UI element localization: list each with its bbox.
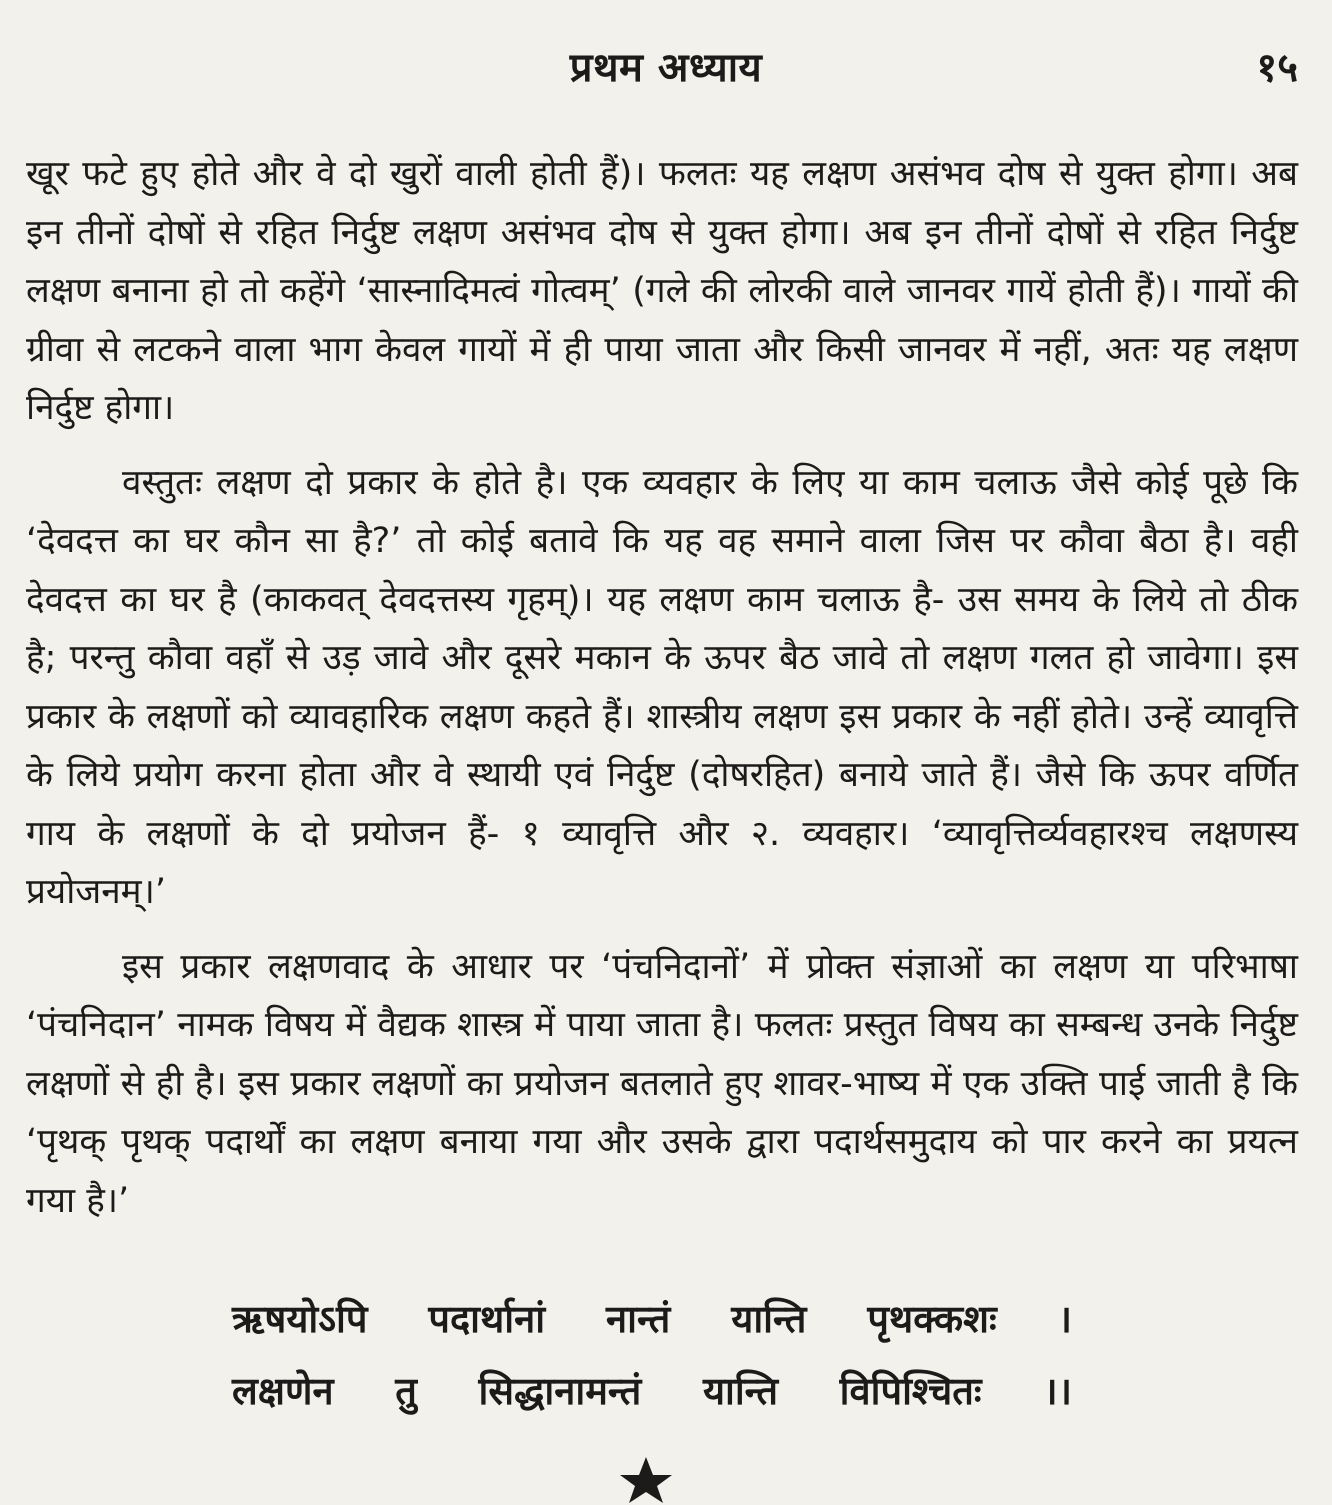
chapter-title: प्रथम अध्याय: [569, 45, 763, 91]
body-text: [26, 145, 1298, 1230]
verse-line-2: लक्षणेन तु सिद्धानामन्तं यान्ति विपिश्चितः ।।: [232, 1369, 1072, 1413]
paragraph-3: इस प्रकार लक्षणवाद के आधार पर ‘पंचनिदानों’ में प्रोक्त संज्ञाओं का लक्षण या परिभाषा ‘पंचनिदान’ नामक विषय में वैद्यक शास्त्र में पाया जाता है। फलतः प्रस्तुत विषय का सम्बन्ध उनके निर्दुष्ट लक्षणों से ही है। इस प्रकार लक्षणों का प्रयोजन बतलाते हुए शावर-भाष्य में एक उक्ति पाई जाती है कि ‘पृथक् पृथक् पदार्थों का लक्षण बनाया गया और उसके द्वारा पदार्थसमुदाय को पार करने का प्रयत्न गया है।’: [26, 946, 1298, 1221]
page-header: [0, 38, 1332, 108]
sanskrit-verse: [232, 1283, 1072, 1427]
verse-line-1: ऋषयोऽपि पदार्थानां नान्तं यान्ति पृथक्कशः ।: [232, 1297, 1072, 1341]
star-icon: [616, 1453, 676, 1505]
page-number: १५: [1256, 45, 1298, 91]
paragraph-1: खूर फटे हुए होते और वे दो खुरों वाली होती हैं)। फलतः यह लक्षण असंभव दोष से युक्त होगा। अब इन तीनों दोषों से रहित निर्दुष्ट लक्षण असंभव दोष से युक्त होगा। अब इन तीनों दोषों से रहित निर्दुष्ट लक्षण बनाना हो तो कहेंगे ‘सास्नादिमत्वं गोत्वम्’ (गले की लोरकी वाले जानवर गायें होती हैं)। गायों की ग्रीवा से लटकने वाला भाग केवल गायों में ही पाया जाता और किसी जानवर में नहीं, अतः यह लक्षण निर्दुष्ट होगा।: [26, 154, 1298, 428]
paragraph-2: वस्तुतः लक्षण दो प्रकार के होते है। एक व्यवहार के लिए या काम चलाऊ जैसे कोई पूछे कि ‘देवदत्त का घर कौन सा है?’ तो कोई बतावे कि यह वह समाने वाला जिस पर कौवा बैठा है। वही देवदत्त का घर है (काकवत् देवदत्तस्य गृहम्)। यह लक्षण काम चलाऊ है- उस समय के लिये तो ठीक है; परन्तु कौवा वहाँ से उड़ जावे और दूसरे मकान के ऊपर बैठ जावे तो लक्षण गलत हो जावेगा। इस प्रकार के लक्षणों को व्यावहारिक लक्षण कहते हैं। शास्त्रीय लक्षण इस प्रकार के नहीं होते। उन्हें व्यावृत्ति के लिये प्रयोग करना होता और वे स्थायी एवं निर्दुष्ट (दोषरहित) बनाये जाते हैं। जैसे कि ऊपर वर्णित गाय के लक्षणों के दो प्रयोजन हैं- १ व्यावृत्ति और २. व्यवहार। ‘व्यावृत्तिर्व्यवहारश्च लक्षणस्य प्रयोजनम्।’: [26, 462, 1298, 912]
